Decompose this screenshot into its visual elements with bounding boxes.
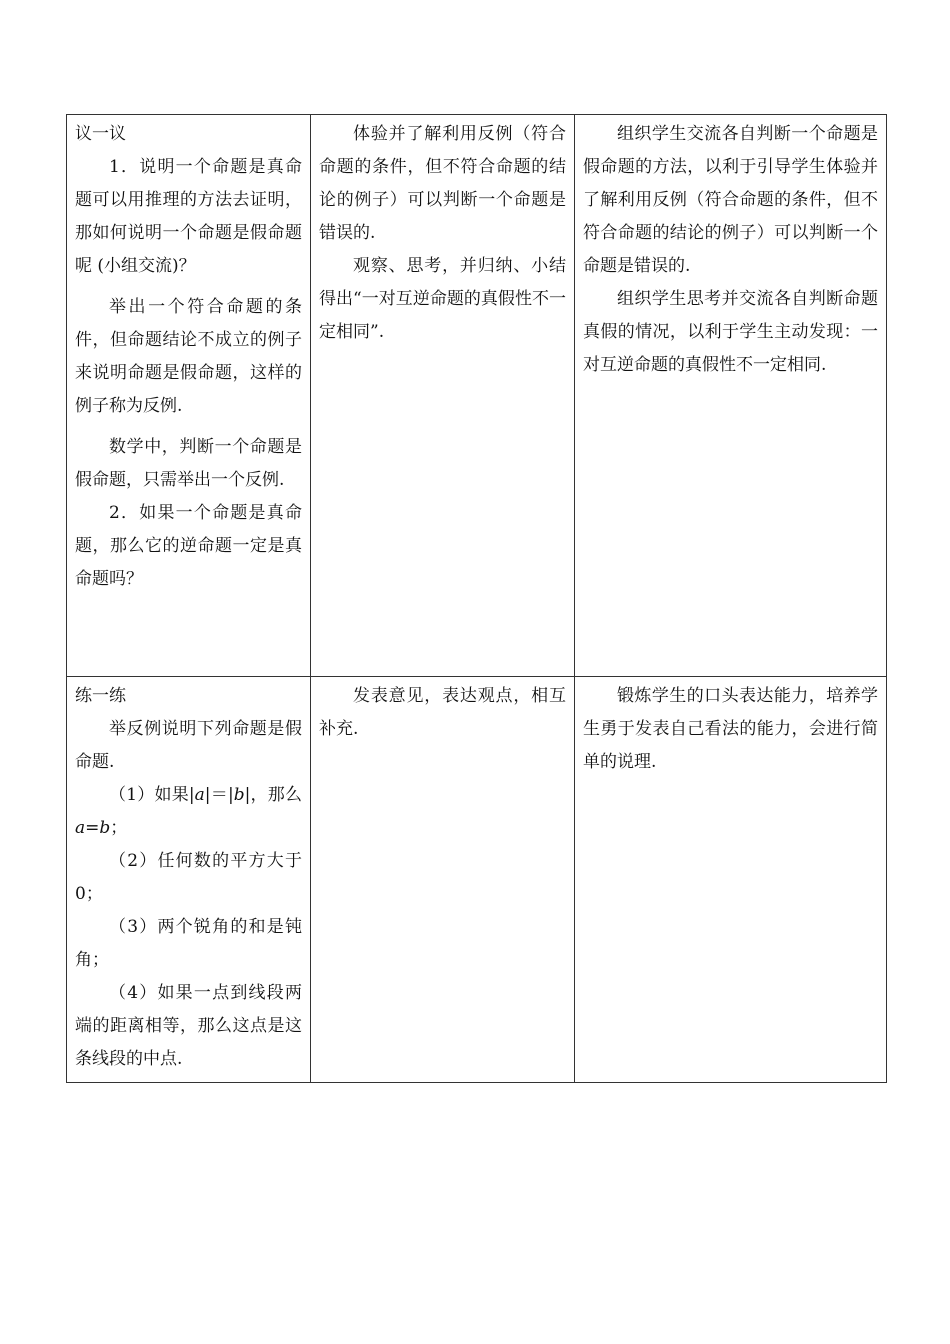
table-row-discuss: [67, 115, 887, 677]
activity-discuss-1: 体验并了解利用反例（符合命题的条件，但不符合命题的结论的例子）可以判断一个命题是错误的.: [319, 124, 566, 243]
intent-discuss-2: 组织学生思考并交流各自判断命题真假的情况，以利于学生主动发现：一对互逆命题的真假性不一定相同.: [583, 289, 878, 375]
practice-item-3: （3）两个锐角的和是钝角；: [75, 917, 302, 970]
item1-var-a2: a: [75, 818, 86, 838]
item1-mid: |＝|: [204, 785, 234, 805]
cell-student-practice: [67, 677, 311, 1083]
discuss-question-1: 1．说明一个命题是真命题可以用推理的方法去证明，那如何说明一个命题是假命题呢 (小组交流)？: [75, 157, 302, 276]
intent-discuss-1: 组织学生交流各自判断一个命题是假命题的方法，以利于引导学生体验并了解利用反例（符合命题的条件，但不符合命题的结论的例子）可以判断一个命题是错误的.: [583, 124, 878, 276]
intent-practice-1: 锻炼学生的口头表达能力，培养学生勇于发表自己看法的能力，会进行简单的说理.: [583, 686, 878, 772]
cell-student-discuss: [67, 115, 311, 677]
activity-discuss-2: 观察、思考，并归纳、小结得出“一对互逆命题的真假性不一定相同”.: [319, 256, 566, 342]
practice-item-1: [75, 779, 302, 845]
lesson-plan-table: [66, 114, 887, 1083]
activity-practice-1: 发表意见，表达观点，相互补充.: [319, 686, 566, 739]
cell-intent-practice: [575, 677, 887, 1083]
section-heading-discuss: 议一议: [75, 124, 126, 144]
discuss-counterexample-definition: 举出一个符合命题的条件，但命题结论不成立的例子来说明命题是假命题，这样的例子称为反例.: [75, 297, 302, 416]
cell-intent-discuss: [575, 115, 887, 677]
practice-item-2: （2）任何数的平方大于 0；: [75, 851, 302, 904]
discuss-counterexample-rule: 数学中，判断一个命题是假命题，只需举出一个反例.: [75, 437, 302, 490]
item1-pre: （1）如果|: [109, 785, 195, 805]
item1-var-b2: b: [99, 818, 111, 838]
item1-var-b: b: [233, 785, 245, 805]
section-heading-practice: 练一练: [75, 686, 126, 706]
cell-activity-practice: [311, 677, 575, 1083]
practice-intro: 举反例说明下列命题是假命题.: [75, 719, 302, 772]
practice-item-4: （4）如果一点到线段两端的距离相等，那么这点是这条线段的中点.: [75, 983, 302, 1069]
discuss-question-2: 2．如果一个命题是真命题，那么它的逆命题一定是真命题吗？: [75, 503, 302, 589]
item1-var-a: a: [194, 785, 205, 805]
cell-activity-discuss: [311, 115, 575, 677]
item1-end: ；: [110, 818, 128, 838]
table-row-practice: [67, 677, 887, 1083]
item1-eq: =: [85, 818, 100, 838]
item1-post: |，那么: [244, 785, 302, 805]
